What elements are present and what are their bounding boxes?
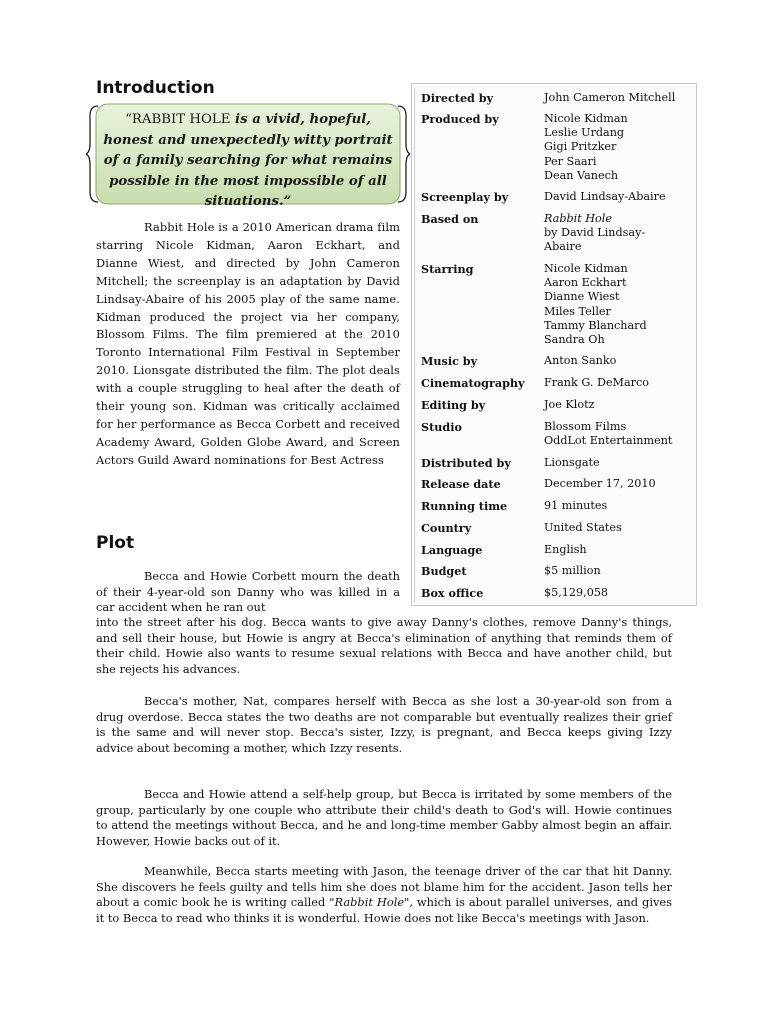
infobox-value: Nicole Kidman Aaron Eckhart Dianne Wiest Miles Teller Tammy Blanchard Sandra Oh — [544, 262, 647, 346]
quote-text — [102, 110, 394, 213]
infobox-value: December 17, 2010 — [544, 477, 656, 490]
infobox-value: Rabbit Hole by David Lindsay- Abaire — [544, 212, 646, 254]
infobox-label: Language — [421, 543, 483, 557]
plot-paragraph-4: Meanwhile, Becca starts meeting with Jason, the teenage driver of the car that hit Danny. She discovers he feels guilty and tells him she does not blame him for the accident. Jason tells her about a comic book he is writing called "Rabbit Hole", which is about parallel universes, and gives it to Becca to read who thinks it is wonderful. Howie does not like Becca's meetings with Jason. — [96, 864, 672, 925]
infobox-label: Budget — [421, 564, 467, 578]
infobox-label: Based on — [421, 212, 479, 226]
quote-rest: is a vivid, hopeful, honest and unexpectedly witty portrait of a family searching for what remains possible in the most impossible of all situations.” — [103, 112, 393, 209]
infobox-value: $5 million — [544, 564, 601, 577]
infobox-label: Distributed by — [421, 456, 511, 470]
plot-paragraph-3: Becca and Howie attend a self-help group, but Becca is irritated by some members of the group, particularly by one couple who attribute their child's death to God's will. Howie continues to attend the meetings without Becca, and he and long-time member Gabby almost begin an affair. However, Howie backs out of it. — [96, 787, 672, 848]
infobox-label: Country — [421, 521, 472, 535]
infobox-value: Nicole Kidman Leslie Urdang Gigi Pritzker Per Saari Dean Vanech — [544, 112, 628, 182]
infobox-label: Box office — [421, 586, 484, 600]
infobox-divider — [414, 88, 415, 603]
comic-title: Rabbit Hole — [334, 895, 405, 909]
infobox-label: Directed by — [421, 91, 494, 105]
infobox-label: Editing by — [421, 398, 486, 412]
infobox-value: Blossom Films OddLot Entertainment — [544, 420, 673, 448]
infobox-value: David Lindsay-Abaire — [544, 190, 666, 203]
introduction-paragraph: Rabbit Hole is a 2010 American drama film starring Nicole Kidman, Aaron Eckhart, and Dianne Wiest, and directed by John Cameron Mitchell; the screenplay is an adaptation by David Lindsay-Abaire of his 2005 play of the same name. Kidman produced the project via her company, Blossom Films. The film premiered at the 2010 Toronto International Film Festival in September 2010. Lionsgate distributed the film. The plot deals with a couple struggling to heal after the death of their young son. Kidman was critically acclaimed for her performance as Becca Corbett and received Academy Award, Golden Globe Award, and Screen Actors Guild Award nominations for Best Actress — [96, 220, 400, 467]
plot-paragraph-2: Becca's mother, Nat, compares herself with Becca as she lost a 30-year-old son from a drug overdose. Becca states the two deaths are not comparable but eventually realizes their grief is the same and will never stop. Becca's sister, Izzy, is pregnant, and Becca keeps giving Izzy advice about becoming a mother, which Izzy resents. — [96, 694, 672, 755]
quote-lead: “RABBIT HOLE — [125, 112, 231, 127]
introduction-heading: Introduction — [96, 78, 215, 98]
plot-heading: Plot — [96, 533, 135, 553]
infobox-label: Screenplay by — [421, 190, 509, 204]
infobox-label: Music by — [421, 354, 478, 368]
infobox-value: 91 minutes — [544, 499, 608, 512]
infobox-value: Lionsgate — [544, 456, 600, 469]
infobox-label: Produced by — [421, 112, 499, 126]
infobox-value: Joe Klotz — [544, 398, 595, 411]
infobox-label: Running time — [421, 499, 508, 513]
plot-paragraph-1-start: Becca and Howie Corbett mourn the death of their 4-year-old son Danny who was killed in a car accident when he ran out — [96, 569, 400, 614]
infobox-value: United States — [544, 521, 622, 534]
infobox-value: John Cameron Mitchell — [544, 91, 676, 104]
infobox-value: Anton Sanko — [544, 354, 617, 367]
infobox-label: Starring — [421, 262, 474, 276]
infobox-label: Studio — [421, 420, 462, 434]
infobox-value: $5,129,058 — [544, 586, 609, 599]
infobox-label: Release date — [421, 477, 501, 491]
infobox-label: Cinematography — [421, 376, 525, 390]
quote-callout — [86, 102, 410, 209]
infobox-value: Frank G. DeMarco — [544, 376, 650, 389]
infobox-value: English — [544, 543, 587, 556]
plot-paragraph-1-end: into the street after his dog. Becca wants to give away Danny's clothes, remove Danny's things, and sell their house, but Howie is angry at Becca's elimination of anything that reminds them of their child. Howie also wants to resume sexual relations with Becca and have another child, but she rejects his advances. — [96, 615, 672, 676]
film-infobox — [411, 83, 697, 606]
